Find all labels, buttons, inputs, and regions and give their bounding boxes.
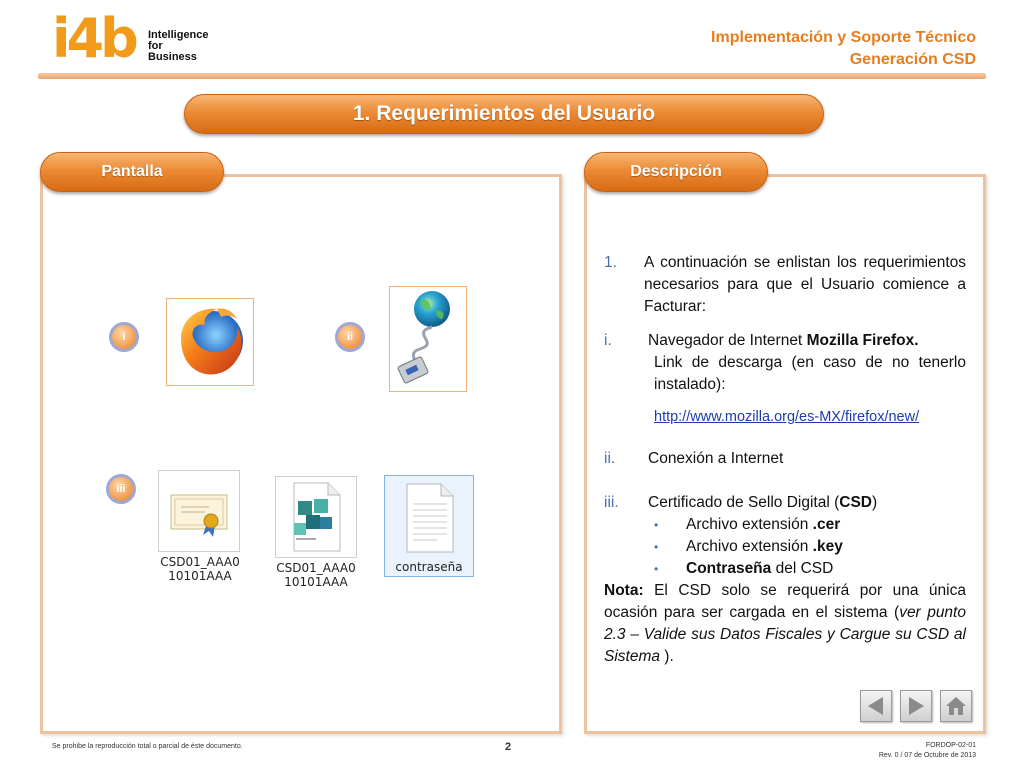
- requirement-ii: [604, 448, 966, 470]
- firefox-download-link[interactable]: http://www.mozilla.org/es-MX/firefox/new/: [654, 409, 920, 425]
- document-code: FORDOP-02-01: [925, 742, 976, 749]
- bullet-dot-icon: •: [654, 518, 659, 532]
- bullet-key-ext: .key: [812, 538, 843, 555]
- requirement-i-browser: Mozilla Firefox.: [806, 332, 919, 349]
- bullet-key: [604, 536, 966, 558]
- description-panel-title: Descripción: [584, 152, 768, 192]
- requirement-iii: [604, 492, 966, 514]
- bullet-key-label: Archivo extensión: [686, 538, 813, 555]
- screen-panel: [40, 174, 562, 734]
- bullet-dot-icon: •: [654, 540, 659, 554]
- item-1-number: 1.: [604, 254, 617, 271]
- requirement-iii-marker: iii.: [604, 494, 619, 511]
- header-line-1: Implementación y Soporte Técnico: [711, 29, 976, 46]
- requirement-ii-text: Conexión a Internet: [648, 450, 784, 467]
- home-button[interactable]: [940, 690, 972, 722]
- note-text: El CSD solo se requerirá por una única ocasión para ser cargada en el sistema (: [604, 582, 966, 621]
- note-label: Nota:: [604, 582, 644, 599]
- certificate-file-icon: [159, 471, 239, 551]
- key-file-caption: [272, 561, 360, 589]
- header-title: [711, 27, 976, 71]
- next-slide-button[interactable]: [900, 690, 932, 722]
- previous-slide-button[interactable]: [860, 690, 892, 722]
- key-file-icon-frame[interactable]: [275, 476, 357, 558]
- bullet-password-label: Contraseña: [686, 560, 772, 577]
- marker-i: i: [109, 322, 139, 352]
- certificate-file-caption: [156, 555, 244, 583]
- logo-words: [148, 30, 209, 63]
- next-arrow-icon: [904, 694, 928, 718]
- marker-iii: iii: [106, 474, 136, 504]
- bullet-cer: [604, 514, 966, 536]
- key-file-name-2: 10101AAA: [284, 575, 348, 589]
- marker-ii: ii: [335, 322, 365, 352]
- item-1-text: A continuación se enlistan los requerimientos necesarios para que el Usuario comience a Facturar:: [644, 254, 966, 315]
- key-file-icon: [276, 477, 356, 557]
- previous-arrow-icon: [864, 694, 888, 718]
- requirement-iii-text: [648, 492, 966, 514]
- bullet-password: [604, 558, 966, 580]
- requirement-iii-close: ): [872, 494, 878, 511]
- document-revision: Rev. 0 / 07 de Octubre de 2013: [878, 752, 976, 759]
- requirement-i: [604, 330, 966, 352]
- logo-word-2: for: [148, 40, 163, 52]
- logo-word-3: Business: [148, 51, 197, 63]
- section-title-banner: 1. Requerimientos del Usuario: [184, 94, 824, 134]
- bullet-cer-ext: .cer: [812, 516, 841, 533]
- home-icon: [944, 694, 968, 718]
- requirement-i-marker: i.: [604, 332, 612, 349]
- certificate-file-name-1: CSD01_AAA0: [160, 555, 240, 569]
- description-item-1: [604, 252, 966, 318]
- password-file-icon-frame[interactable]: [384, 475, 474, 577]
- footer-disclaimer: Se prohibe la reproducción total o parcial de éste documento.: [52, 743, 243, 750]
- footer-document-info: [879, 741, 976, 761]
- header-line-2: Generación CSD: [849, 51, 976, 68]
- key-file-name-1: CSD01_AAA0: [276, 561, 356, 575]
- logo-mark: i4b: [52, 7, 135, 70]
- text-file-icon: [385, 480, 473, 556]
- firefox-icon-frame[interactable]: [166, 298, 254, 386]
- screen-panel-title: Pantalla: [40, 152, 224, 192]
- bullet-password-text: del CSD: [771, 560, 834, 577]
- requirement-iii-label: Certificado de Sello Digital (: [648, 494, 840, 511]
- note-paragraph: [604, 580, 966, 668]
- certificate-file-name-2: 10101AAA: [168, 569, 232, 583]
- certificate-file-icon-frame[interactable]: [158, 470, 240, 552]
- page-number: 2: [505, 741, 512, 753]
- i4b-logo: [52, 7, 232, 70]
- internet-connection-icon: [390, 287, 466, 391]
- firefox-icon: [167, 299, 253, 385]
- bullet-cer-label: Archivo extensión: [686, 516, 813, 533]
- password-file-name: contraseña: [395, 560, 463, 574]
- requirement-iii-csd: CSD: [839, 494, 872, 511]
- requirement-i-text: [648, 330, 966, 352]
- requirement-i-label: Navegador de Internet: [648, 332, 807, 349]
- note-end: ).: [660, 648, 674, 665]
- logo-word-1: Intelligence: [148, 29, 209, 41]
- requirement-ii-marker: ii.: [604, 450, 616, 467]
- bullet-dot-icon: •: [654, 562, 659, 576]
- download-link-label: Link de descarga (en caso de no tenerlo instalado):: [654, 354, 966, 393]
- note-reference: ver punto 2.3 – Valide sus Datos Fiscales y Cargue su CSD al Sistema: [604, 604, 966, 665]
- header-divider: [38, 73, 986, 79]
- internet-connection-icon-frame[interactable]: [389, 286, 467, 392]
- description-text: [604, 252, 966, 668]
